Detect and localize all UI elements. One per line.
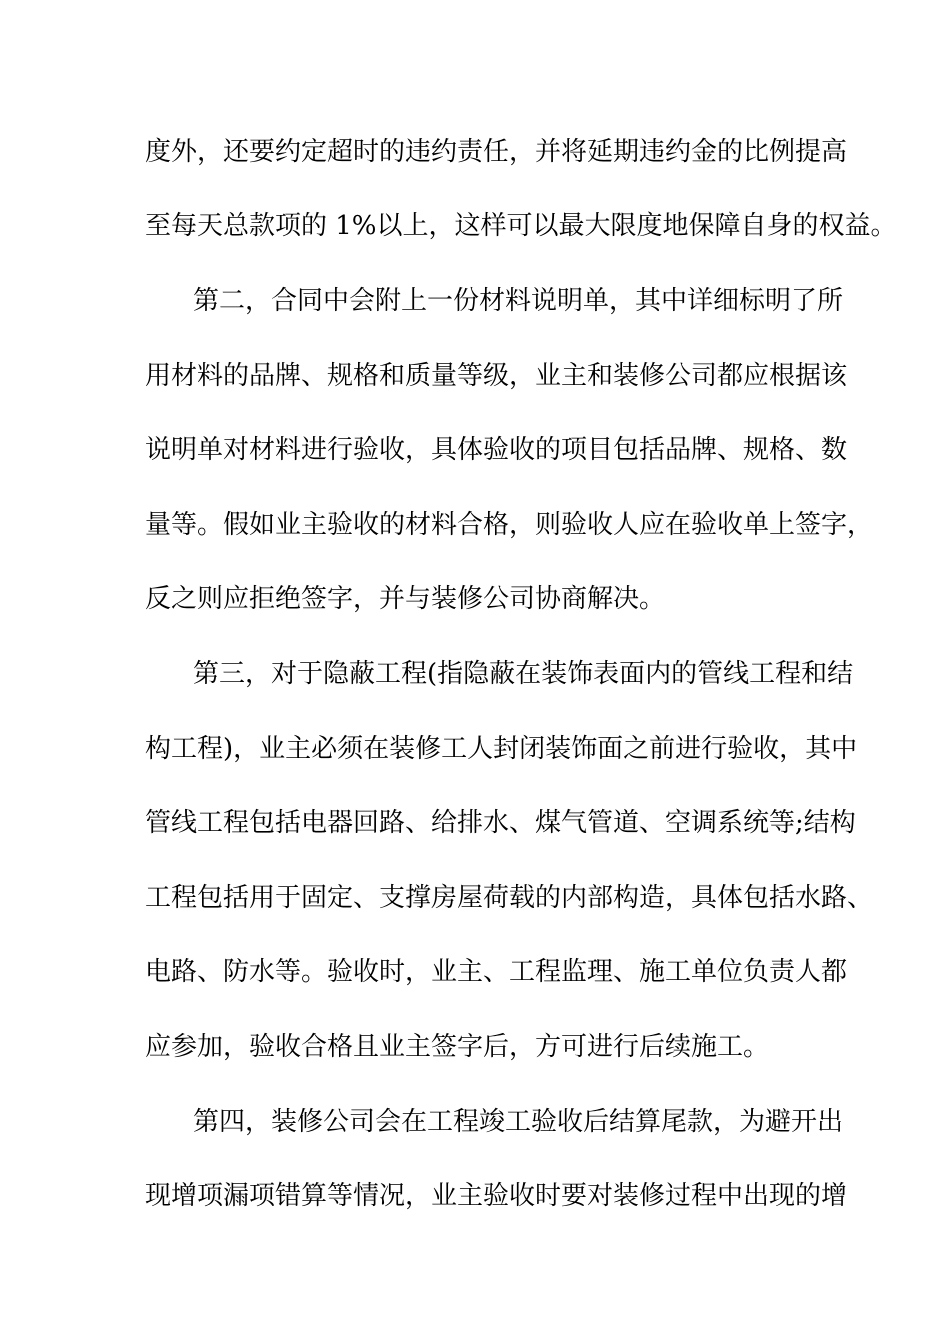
paragraph-start-line: 第四，装修公司会在工程竣工验收后结算尾款，为避开出 (193, 1107, 844, 1137)
text-line: 电路、防水等。验收时，业主、工程监理、施工单位负责人都 (145, 957, 848, 987)
text-line: 构工程)，业主必须在装修工人封闭装饰面之前进行验收，其中 (145, 734, 858, 764)
text-line: 说明单对材料进行验收，具体验收的项目包括品牌、规格、数 (145, 435, 848, 465)
text-line: 至每天总款项的 1%以上，这样可以最大限度地保障自身的权益。 (145, 211, 897, 241)
text-line: 现增项漏项错算等情况，业主验收时要对装修过程中出现的增 (145, 1181, 848, 1211)
paragraph-start-line: 第三，对于隐蔽工程(指隐蔽在装饰表面内的管线工程和结 (193, 659, 854, 689)
text-line: 工程包括用于固定、支撑房屋荷载的内部构造，具体包括水路、 (145, 883, 874, 913)
text-line: 管线工程包括电器回路、给排水、煤气管道、空调系统等;结构 (145, 808, 856, 838)
text-line: 应参加，验收合格且业主签字后，方可进行后续施工。 (145, 1032, 770, 1062)
text-line: 反之则应拒绝签字，并与装修公司协商解决。 (145, 584, 666, 614)
text-line: 度外，还要约定超时的违约责任，并将延期违约金的比例提高 (145, 137, 848, 167)
text-line: 量等。假如业主验收的材料合格，则验收人应在验收单上签字， (145, 510, 874, 540)
text-line: 用材料的品牌、规格和质量等级，业主和装修公司都应根据该 (145, 361, 848, 391)
paragraph-start-line: 第二，合同中会附上一份材料说明单，其中详细标明了所 (193, 286, 844, 316)
